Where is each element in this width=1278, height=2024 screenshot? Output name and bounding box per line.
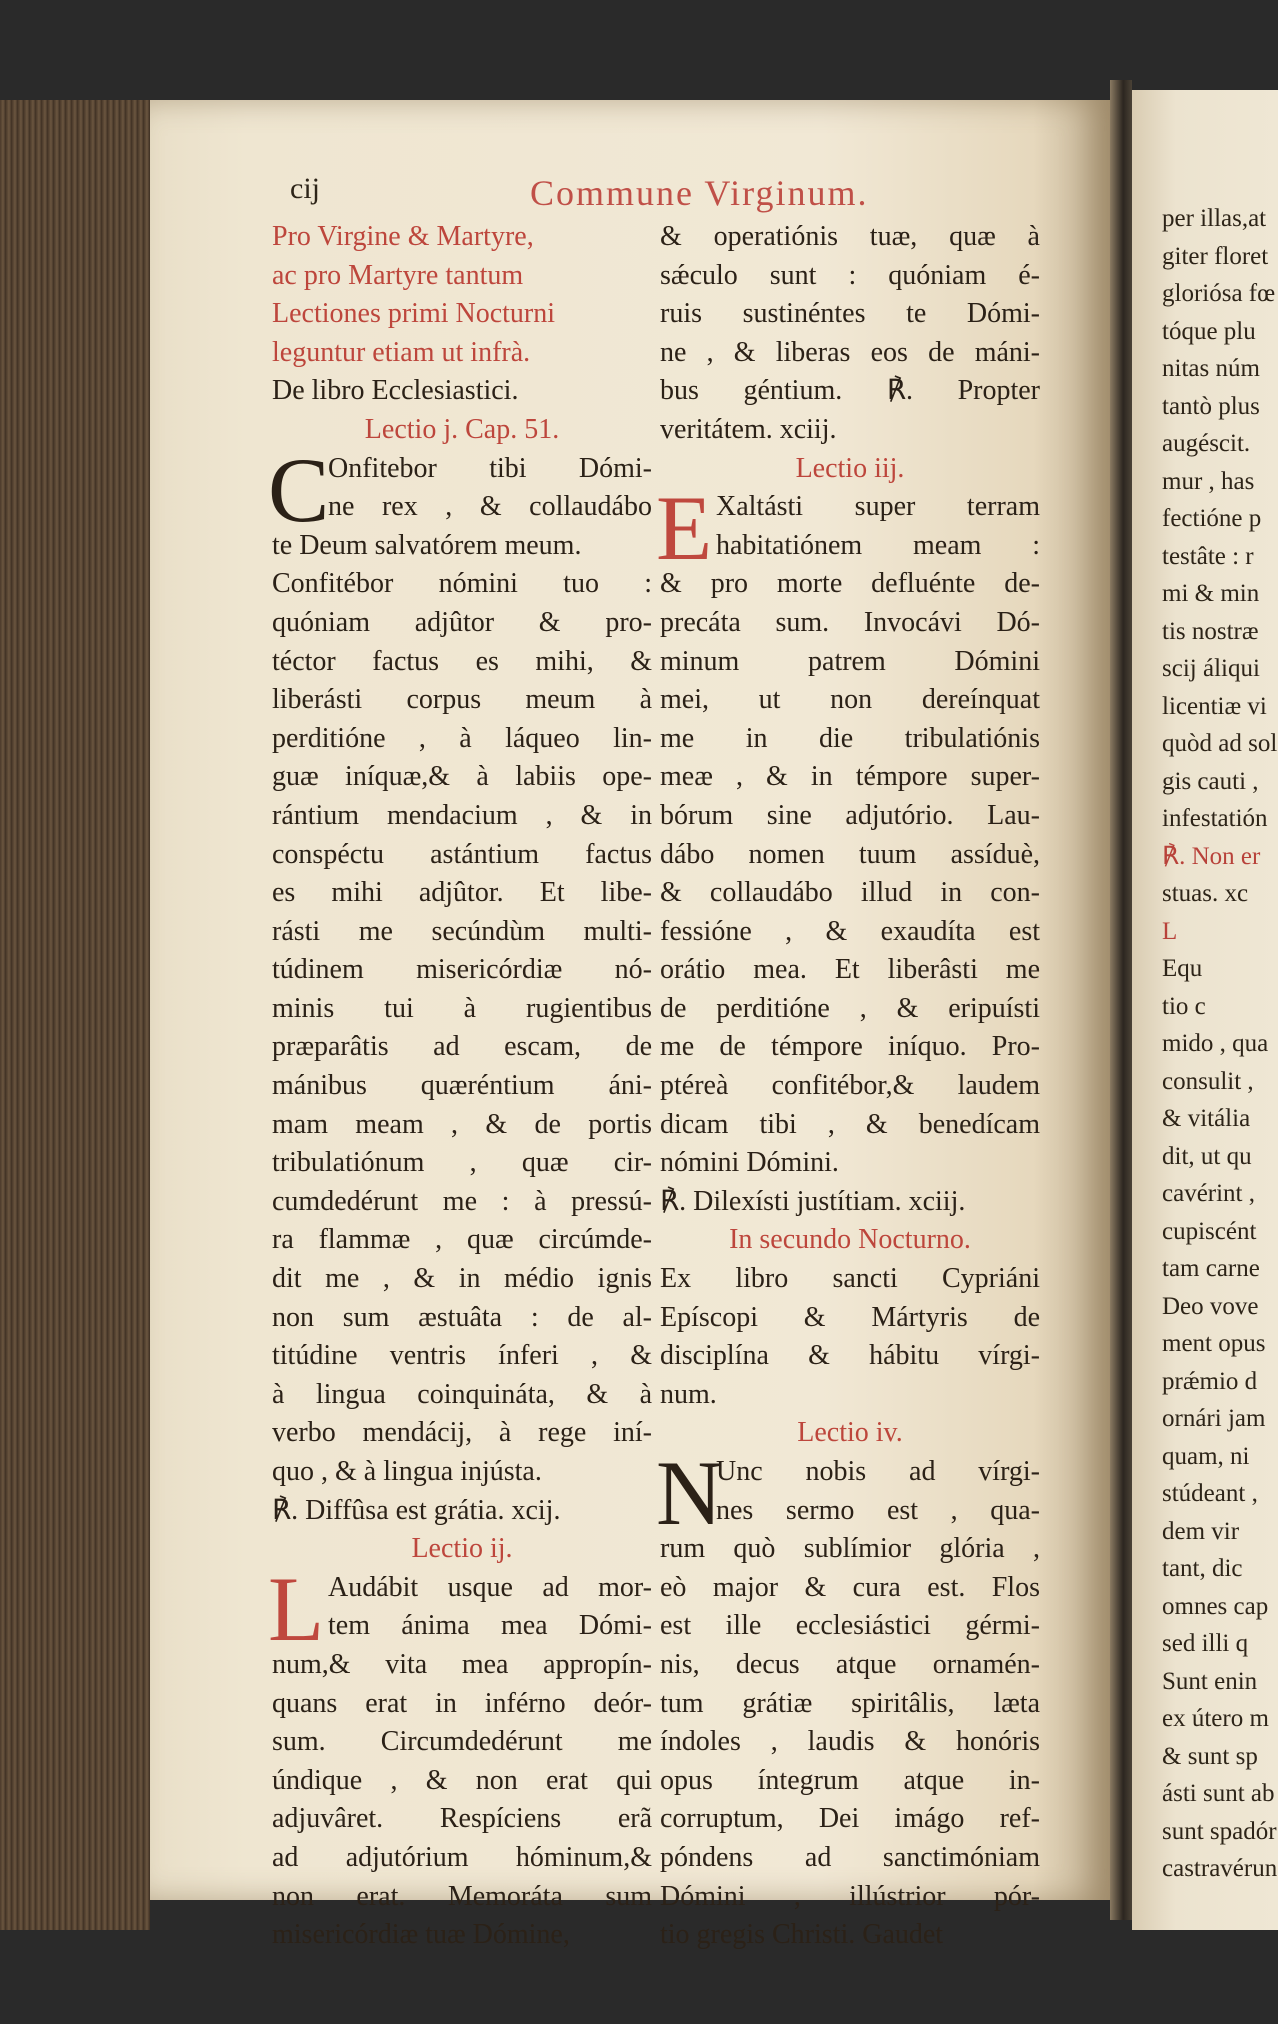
right-column-line: Epíscopi & Mártyris de	[660, 1301, 1040, 1333]
next-page-fragment: Deo vove	[1162, 1292, 1259, 1320]
left-column-line: verbo mendácij, à rege iní-	[272, 1417, 652, 1449]
right-column-line: Unc nobis ad vírgi-	[716, 1456, 1040, 1487]
next-page-fragment: mi & min	[1162, 580, 1260, 607]
left-column-line: quóniam adjûtor & pro-	[272, 606, 652, 638]
right-column-line: & collaudábo illud in con-	[660, 877, 1040, 909]
next-page-fragment: testâte : r	[1162, 542, 1254, 570]
next-page-fragment: dit, ut qu	[1162, 1142, 1252, 1170]
next-page-fragment: gis cauti ,	[1162, 767, 1259, 795]
next-page-fragment: stúdeant ,	[1162, 1480, 1258, 1507]
left-column-line: titúdine ventris ínferi , &	[272, 1340, 652, 1372]
left-column-line: tribulatiónum , quæ cir-	[272, 1147, 652, 1179]
next-page-fragment: tam carne	[1162, 1255, 1260, 1282]
right-column-line: orátio mea. Et liberâsti me	[660, 954, 1040, 986]
left-column-line: Lectio ij.	[411, 1533, 513, 1565]
next-page-fragment: infestatión	[1162, 805, 1268, 832]
left-column-line: Lectiones primi Nocturni	[272, 298, 556, 330]
right-column-line: nes sermo est , qua-	[716, 1494, 1040, 1526]
right-column-line: sǽculo sunt : quóniam é-	[660, 259, 1040, 291]
right-column-line: de perditióne , & eripuísti	[660, 992, 1040, 1024]
left-column-line: non sum æstuâta : de al-	[272, 1301, 652, 1333]
right-column-line: Dómini , illústrior pór-	[660, 1880, 1040, 1912]
left-column-line: dit me , & in médio ignis	[272, 1263, 652, 1295]
right-column	[656, 218, 1040, 1955]
left-column-line: guæ iníquæ,& à labiis ope-	[272, 761, 652, 793]
right-column-line: rum quò sublímior glória ,	[660, 1533, 1040, 1565]
right-column-line: num.	[660, 1378, 717, 1410]
left-column-line: sum. Circumdedérunt me	[272, 1726, 652, 1758]
right-column-line: precáta sum. Invocávi Dó-	[660, 606, 1040, 638]
next-page-fragment: tóque plu	[1162, 317, 1256, 345]
next-page-fragment: per illas,at	[1162, 205, 1267, 232]
right-column-line: bórum sine adjutório. Lau-	[660, 799, 1040, 831]
page-number: cij	[290, 172, 320, 205]
drop-cap-e: E	[656, 477, 713, 580]
next-page-fragment: dem vir	[1162, 1517, 1240, 1545]
book-page-edges	[0, 100, 150, 1930]
left-column-line: ne rex , & collaudábo	[328, 491, 652, 523]
right-column-line: veritátem. xciij.	[660, 413, 837, 445]
right-column-line: tio gregis Christi. Gaudet	[660, 1919, 944, 1951]
next-page-fragment: & vitália	[1162, 1105, 1251, 1132]
left-column-line: mam meam , & de portis	[272, 1108, 652, 1140]
next-page-fragment: stuas. xc	[1162, 880, 1249, 907]
next-page-fragment: Equ	[1162, 955, 1203, 982]
right-column-line: corruptum, Dei imágo ref-	[660, 1803, 1040, 1835]
next-page-fragment: L	[1162, 917, 1178, 945]
right-column-line: nómini Dómini.	[660, 1147, 839, 1179]
next-page-fragment: tio c	[1162, 992, 1206, 1020]
left-column-line: ℟. Diffûsa est grátia. xcij.	[272, 1494, 561, 1526]
left-column-line: Audábit usque ad mor-	[328, 1571, 652, 1603]
left-column-line: ad adjutórium hóminum,&	[272, 1841, 652, 1873]
right-column-line: bus géntium. ℟. Propter	[660, 375, 1040, 407]
left-column-line: leguntur etiam ut infrà.	[272, 336, 531, 368]
drop-cap-c: C	[268, 438, 330, 541]
left-column-line: Confitébor nómini tuo :	[272, 568, 652, 600]
right-column-line: Xaltásti super terram	[716, 491, 1040, 523]
next-page-fragment: & sunt sp	[1162, 1742, 1258, 1770]
right-column-line: me in die tribulatiónis	[660, 722, 1040, 754]
next-page-fragment: mur , has	[1162, 467, 1255, 495]
left-column-line: à lingua coinquináta, & à	[272, 1378, 652, 1410]
next-page-fragment: gloriósa fœ	[1162, 280, 1276, 307]
left-column-line: es mihi adjûtor. Et libe-	[272, 877, 652, 909]
left-column-line: quans erat in inférno deór-	[272, 1687, 652, 1719]
left-column-line: Lectio j. Cap. 51.	[364, 413, 560, 445]
next-page-fragment: omnes cap	[1162, 1592, 1269, 1620]
left-column-line: rásti me secúndùm multi-	[272, 915, 652, 947]
left-column-line: misericórdiæ tuæ Dómine,	[272, 1919, 570, 1951]
right-column-line: & pro morte defluénte de-	[660, 568, 1040, 600]
next-page	[1132, 90, 1278, 1930]
left-column-line: te Deum salvatórem meum.	[272, 529, 582, 561]
next-page-fragment: nitas núm	[1162, 355, 1260, 382]
right-column-line: opus íntegrum atque in-	[660, 1764, 1040, 1796]
next-page-fragment: consulit ,	[1162, 1067, 1254, 1095]
left-column-line: num,& vita mea appropín-	[272, 1648, 652, 1680]
next-page-fragment: Sunt enin	[1162, 1667, 1258, 1695]
right-column-line: me de témpore iníquo. Pro-	[660, 1031, 1040, 1063]
left-column-line: tem ánima mea Dómi-	[328, 1610, 652, 1642]
next-page-fragment: fectióne p	[1162, 505, 1262, 532]
next-page-fragment: cavérint ,	[1162, 1180, 1256, 1207]
right-column-line: est ille ecclesiástici gérmi-	[660, 1610, 1040, 1642]
next-page-fragment: castravérun	[1162, 1855, 1278, 1882]
next-page-fragment: augéscit.	[1162, 430, 1251, 457]
right-column-line: póndens ad sanctimóniam	[660, 1841, 1040, 1873]
left-column-line: conspéctu astántium factus	[272, 838, 652, 870]
left-column-line: De libro Ecclesiastici.	[272, 375, 519, 407]
right-column-line: habitatiónem meam :	[716, 529, 1040, 561]
right-column-line: ne , & liberas eos de máni-	[660, 336, 1040, 368]
right-column-line: meæ , & in témpore super-	[660, 761, 1040, 793]
right-column-line: dábo nomen tuum assíduè,	[660, 838, 1040, 870]
next-page-fragment: quòd ad sol	[1162, 730, 1278, 757]
right-column-line: índoles , laudis & honóris	[660, 1726, 1040, 1758]
left-column-line: úndique , & non erat qui	[272, 1764, 652, 1796]
left-column-line: cumdedérunt me : à pressú-	[272, 1185, 652, 1217]
left-column-line: mánibus quæréntium áni-	[272, 1070, 652, 1102]
right-column-line: dicam tibi , & benedícam	[660, 1108, 1040, 1140]
next-page-fragment: mido , qua	[1162, 1030, 1269, 1057]
book-gutter	[1110, 80, 1132, 1920]
left-column-line: ac pro Martyre tantum	[272, 259, 524, 291]
right-column-line: nis, decus atque ornamén-	[660, 1648, 1040, 1680]
next-page-fragment: ásti sunt ab	[1162, 1780, 1275, 1807]
next-page-fragment: cupiscént	[1162, 1217, 1257, 1245]
left-column-line: adjuvâret. Respíciens erã	[272, 1803, 652, 1835]
next-page-fragment: licentiæ vi	[1162, 692, 1267, 720]
right-column-line: Lectio iv.	[797, 1417, 903, 1449]
left-column-line: præparâtis ad escam, de	[272, 1031, 652, 1063]
left-column-line: téctor factus es mihi, &	[272, 645, 652, 677]
next-page-fragment: ment opus	[1162, 1330, 1266, 1357]
next-page-fragment: quam, ni	[1162, 1442, 1250, 1470]
right-column-line: eò major & cura est. Flos	[660, 1571, 1040, 1603]
right-column-line: fessióne , & exaudíta est	[660, 915, 1040, 947]
next-page-fragment: tant, dic	[1162, 1555, 1243, 1582]
next-page-fragment: ℟. Non er	[1162, 842, 1261, 870]
left-column-line: Pro Virgine & Martyre,	[272, 221, 534, 252]
right-column-line: ℟. Dilexísti justítiam. xciij.	[660, 1185, 966, 1217]
right-column-line: ruis sustinéntes te Dómi-	[660, 298, 1040, 330]
right-column-line: mei, ut non dereínquat	[660, 684, 1040, 716]
next-page-fragment: tantò plus	[1162, 392, 1260, 420]
left-column-line: minis tui à rugientibus	[272, 992, 652, 1024]
right-column-line: Lectio iij.	[795, 452, 905, 484]
right-column-line: tum grátiæ spiritâlis, læta	[660, 1687, 1040, 1719]
next-page-fragment: giter floret	[1162, 242, 1269, 270]
left-column-line: non erat. Memoráta sum	[272, 1880, 652, 1912]
left-column-line: túdinem misericórdiæ nó-	[272, 954, 652, 986]
right-column-line: In secundo Nocturno.	[729, 1224, 971, 1256]
next-page-fragment: prǽmio d	[1162, 1367, 1258, 1395]
next-page-fragment: sed illi q	[1162, 1630, 1249, 1657]
next-page-fragment: tis nostræ	[1162, 617, 1259, 645]
left-column-line: rántium mendacium , & in	[272, 799, 652, 831]
left-column	[268, 218, 652, 1955]
right-column-line: ptéreà confitébor,& laudem	[660, 1070, 1040, 1102]
drop-cap-l: L	[268, 1558, 325, 1660]
next-page-fragment: ex útero m	[1162, 1705, 1269, 1732]
right-column-line: Ex libro sancti Cypriáni	[660, 1263, 1040, 1295]
left-column-line: ra flammæ , quæ circúmde-	[272, 1224, 652, 1256]
drop-cap-n: N	[656, 1442, 723, 1545]
right-column-line: disciplína & hábitu vírgi-	[660, 1340, 1040, 1372]
right-column-line: & operatiónis tuæ, quæ à	[660, 221, 1040, 252]
running-title: Commune Virginum.	[530, 173, 869, 213]
right-column-line: minum patrem Dómini	[660, 645, 1040, 677]
next-page-fragment: ornári jam	[1162, 1405, 1266, 1432]
next-page-fragment: scij áliqui	[1162, 655, 1260, 682]
next-page-text	[1162, 200, 1278, 1888]
left-column-line: perditióne , à láqueo lin-	[272, 722, 652, 754]
next-page-fragment: sunt spadór	[1162, 1817, 1277, 1845]
left-column-line: liberásti corpus meum à	[272, 684, 652, 716]
left-column-line: Onfitebor tibi Dómi-	[328, 452, 652, 484]
left-column-line: quo , & à lingua injústa.	[272, 1456, 542, 1487]
